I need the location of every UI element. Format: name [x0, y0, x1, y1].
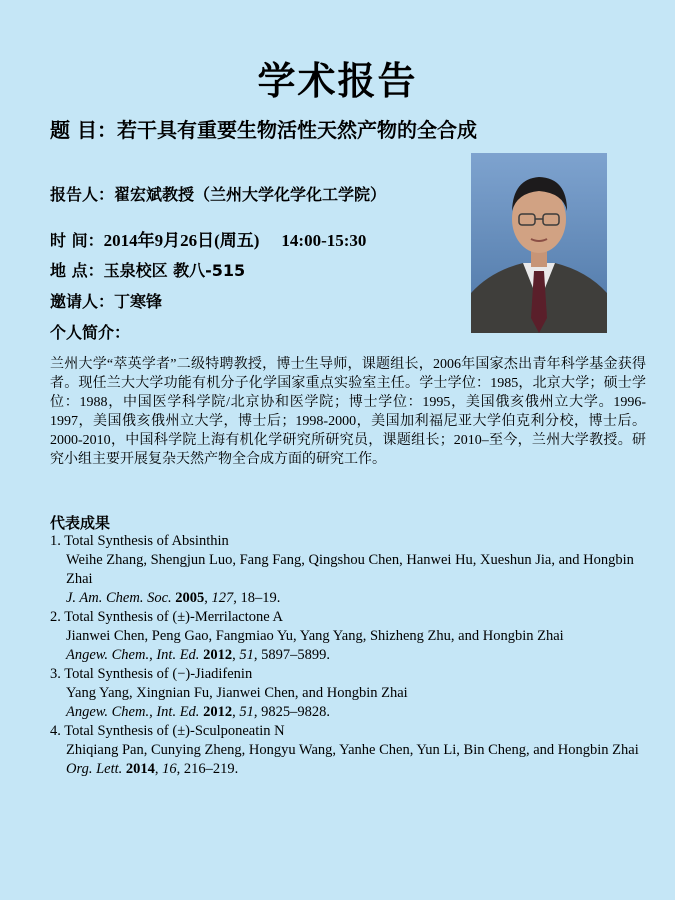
- profile-label: 个人简介：: [50, 323, 131, 342]
- speaker-photo: [471, 153, 607, 333]
- work-journal: Angew. Chem., Int. Ed.: [66, 647, 200, 663]
- speaker-line: 报告人：翟宏斌教授（兰州大学化学化工学院）: [50, 185, 387, 204]
- place-label: 地 点：: [50, 261, 104, 280]
- work-volume: 51: [239, 647, 254, 663]
- works-heading: 代表成果: [50, 514, 111, 532]
- page-title: 学术报告: [257, 59, 418, 103]
- time-line: [50, 226, 366, 251]
- work-item: [50, 532, 640, 608]
- work-journal: Org. Lett.: [66, 761, 123, 777]
- work-title: 1. Total Synthesis of Absinthin: [50, 533, 229, 549]
- work-journal: J. Am. Chem. Soc.: [66, 590, 172, 606]
- place-value: 玉泉校区 教八-515: [103, 261, 246, 280]
- work-pages: 5897–5899.: [261, 647, 330, 663]
- work-volume: 16: [162, 761, 177, 777]
- work-title: 3. Total Synthesis of (−)-Jiadifenin: [50, 666, 253, 682]
- lecture-subject: 题 目：若干具有重要生物活性天然产物的全合成: [50, 118, 477, 142]
- work-volume: 127: [211, 590, 234, 606]
- work-pages: 9825–9828.: [261, 704, 330, 720]
- work-volume: 51: [239, 704, 254, 720]
- work-item: [50, 665, 640, 722]
- work-authors: Zhiqiang Pan, Cunying Zheng, Hongyu Wang, Yanhe Chen, Yun Li, Bin Cheng, and Hongbin Zhai: [66, 742, 639, 758]
- time-hours: 14:00-15:30: [281, 231, 367, 250]
- work-pages: 216–219.: [183, 761, 239, 777]
- work-year: 2012: [203, 704, 233, 720]
- work-citation: Org. Lett. 2014, 16, 216–219.: [66, 761, 239, 777]
- inviter-line: 邀请人：丁寒锋: [50, 292, 163, 311]
- work-title: 2. Total Synthesis of (±)-Merrilactone A: [50, 609, 283, 625]
- work-authors: Weihe Zhang, Shengjun Luo, Fang Fang, Qingshou Chen, Hanwei Hu, Xueshun Jia, and Hongbin Zhai: [66, 552, 634, 587]
- work-year: 2014: [125, 761, 155, 777]
- time-date: 2014年9月26日(周五): [103, 231, 260, 250]
- work-title: 4. Total Synthesis of (±)-Sculponeatin N: [50, 723, 285, 739]
- place-line: [50, 258, 245, 281]
- work-citation: Angew. Chem., Int. Ed. 2012, 51, 5897–5899.: [66, 647, 330, 663]
- work-citation: Angew. Chem., Int. Ed. 2012, 51, 9825–9828.: [66, 704, 330, 720]
- work-authors: Jianwei Chen, Peng Gao, Fangmiao Yu, Yang Yang, Shizheng Zhu, and Hongbin Zhai: [66, 628, 564, 644]
- works-list: [50, 532, 640, 779]
- time-label: 时 间：: [50, 231, 104, 250]
- work-authors: Yang Yang, Xingnian Fu, Jianwei Chen, and Hongbin Zhai: [66, 685, 408, 701]
- work-citation: J. Am. Chem. Soc. 2005, 127, 18–19.: [66, 590, 281, 606]
- work-item: [50, 608, 640, 665]
- work-item: [50, 722, 640, 779]
- work-year: 2005: [175, 590, 205, 606]
- work-year: 2012: [203, 647, 233, 663]
- bio-paragraph: 兰州大学“萃英学者”二级特聘教授，博士生导师，课题组长，2006年国家杰出青年科学基金获得者。现任兰大大学功能有机分子化学国家重点实验室主任。学士学位：1985，北京大学；硕士学位：1988，中国医学科学院/北京协和医学院；博士学位：1995，美国俄亥俄州立大学。1996-1997，美国俄亥俄州立大学，博士后；1998-2000，美国加利福尼亚大学伯克利分校，博士后。2000-2010，中国科学院上海有机化学研究所研究员，课题组长；2010–至今，兰州大学教授。研究小组主要开展复杂天然产物全合成方面的研究工作。: [50, 357, 646, 467]
- work-pages: 18–19.: [240, 590, 281, 606]
- work-journal: Angew. Chem., Int. Ed.: [66, 704, 200, 720]
